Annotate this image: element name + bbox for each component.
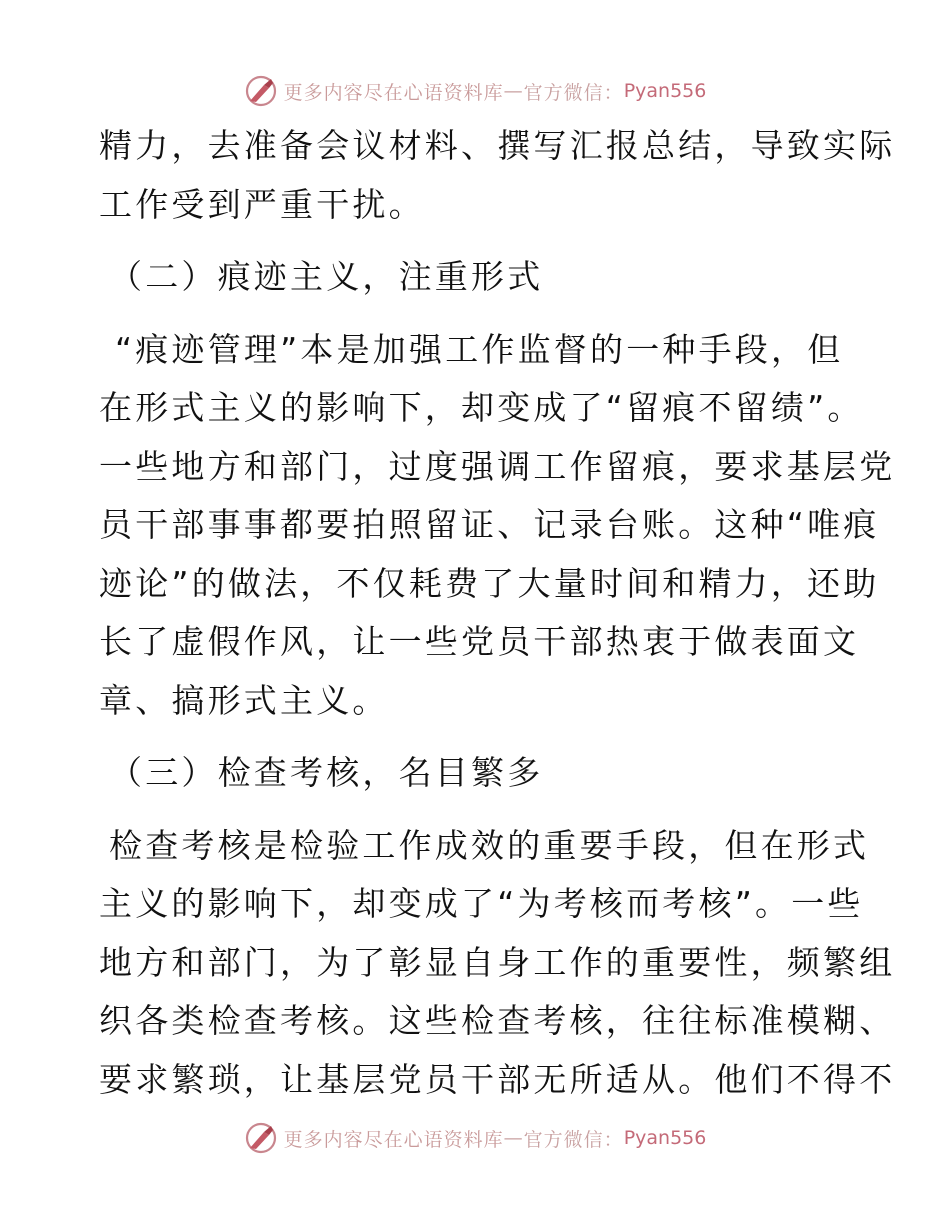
watermark-separator: — (503, 80, 524, 102)
text-line: “痕迹管理”本是加强工作监督的一种手段，但 (115, 329, 844, 369)
text-line: 检查考核是检验工作成效的重要手段，但在形式 (109, 825, 870, 865)
section-heading: （三）检查考核，名目繁多 (109, 753, 544, 792)
text-line: 精力，去准备会议材料、撰写汇报总结，导致实际 (99, 126, 896, 165)
text-line: 地方和部门，为了彰显自身工作的重要性，频繁组 (99, 942, 896, 982)
watermark-banner-bottom (0, 1118, 950, 1158)
text-line: 主义的影响下，却变成了“为考核而考核”。一些 (99, 884, 864, 923)
pen-nib-circle-logo-icon (244, 74, 278, 108)
watermark-account-id: Pyan556 (623, 80, 707, 102)
pen-nib-circle-logo-icon (244, 1121, 278, 1155)
text-line: 长了虚假作风，让一些党员干部热衷于做表面文 (99, 622, 860, 661)
text-line: 要求繁琐，让基层党员干部无所适从。他们不得不 (99, 1059, 896, 1099)
text-line: 迹论”的做法，不仅耗费了大量时间和精力，还助 (99, 563, 880, 603)
text-line: 员干部事事都要拍照留证、记录台账。这种“唯痕 (99, 505, 880, 544)
text-line: 工作受到严重干扰。 (99, 184, 425, 224)
watermark-side-text: 官方微信： (523, 81, 624, 104)
text-line: 织各类检查考核。这些检查考核，往往标准模糊、 (99, 1001, 896, 1040)
watermark-separator: — (503, 1127, 524, 1149)
watermark-account-id: Pyan556 (623, 1127, 707, 1149)
watermark-main-text: 更多内容尽在心语资料库 (283, 81, 504, 104)
document-body (99, 117, 896, 1109)
section-heading: （二）痕迹主义，注重形式 (109, 257, 544, 296)
text-line: 一些地方和部门，过度强调工作留痕，要求基层党 (99, 446, 896, 486)
text-line: 在形式主义的影响下，却变成了“留痕不留绩”。 (99, 388, 864, 427)
watermark-banner-top (0, 71, 950, 111)
watermark-main-text: 更多内容尽在心语资料库 (283, 1128, 504, 1151)
text-line: 章、搞形式主义。 (99, 680, 389, 720)
watermark-side-text: 官方微信： (523, 1128, 624, 1151)
